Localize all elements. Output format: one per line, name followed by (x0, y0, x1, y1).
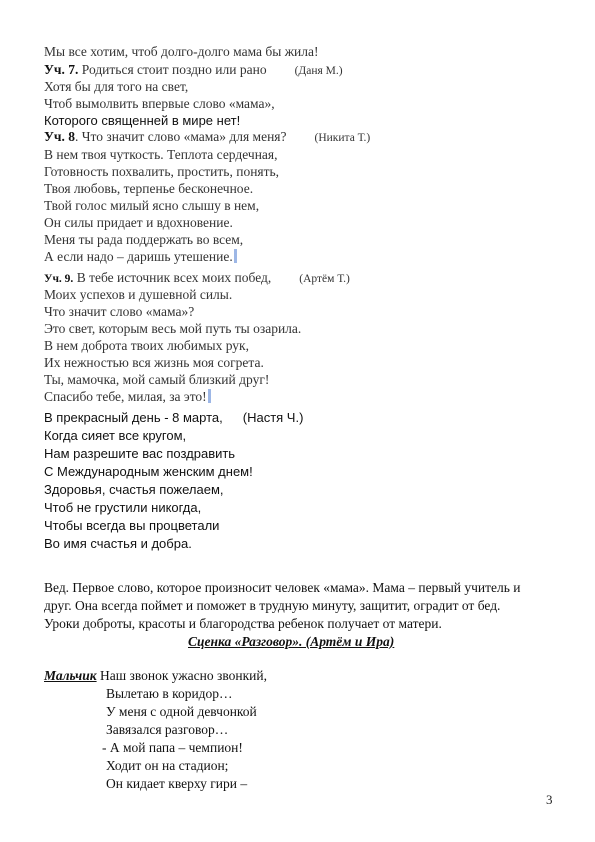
page-number: 3 (546, 792, 553, 807)
verse-line: Когда сияет все кругом, (44, 428, 187, 443)
scene-title: Сценка «Разговор». (Артём и Ира) (188, 634, 395, 649)
verse-line: Здоровья, счастья пожелаем, (44, 482, 224, 497)
presenter-line: Уроки доброты, красоты и благородства ребенок получает от матери. (44, 616, 442, 631)
verse-line: Готовность похвалить, простить, понять, (44, 164, 280, 179)
verse-line: Вылетаю в коридор… (106, 686, 233, 701)
verse-line: Чтоб не грустили никогда, (44, 500, 202, 515)
presenter-line: друг. Она всегда поймет и поможет в трудную минуту, защитит, оградит от бед. (44, 598, 501, 613)
verse-text: Спасибо тебе, милая, за это! (44, 389, 207, 404)
nastya-heading (44, 410, 303, 426)
text-line: Мы все хотим, чтоб долго-долго мама бы жила! (44, 44, 319, 59)
verse-line: В нем доброта твоих любимых рук, (44, 338, 249, 353)
verse-text: В тебе источник всех моих побед, (73, 270, 272, 285)
verse-line: Что значит слово «мама»? (44, 304, 195, 319)
text-cursor (208, 389, 211, 403)
author-label: (Артём Т.) (299, 273, 350, 285)
verse-line: Это свет, которым весь мой путь ты озарила. (44, 321, 302, 336)
verse-line: Ты, мамочка, мой самый близкий друг! (44, 372, 270, 387)
speaker-label: Уч. 9. (44, 273, 74, 285)
verse-line: Он силы придает и вдохновение. (44, 215, 233, 230)
uch8-heading (44, 129, 370, 146)
verse-text: Наш звонок ужасно звонкий, (96, 668, 267, 683)
uch7-heading (44, 62, 343, 79)
verse-line: Завязался разговор… (106, 722, 229, 737)
verse-line: В нем твоя чуткость. Теплота сердечная, (44, 147, 278, 162)
presenter-line: Вед. Первое слово, которое произносит человек «мама». Мама – первый учитель и (44, 580, 521, 595)
verse-line: Ходит он на стадион; (106, 758, 229, 773)
verse-text: . Что значит слово «мама» для меня? (75, 129, 287, 144)
verse-line: Чтоб вымолвить впервые слово «мама», (44, 96, 275, 111)
uch9-heading (44, 270, 350, 287)
author-label: (Настя Ч.) (242, 410, 304, 425)
verse-line-with-cursor (44, 389, 211, 405)
verse-line: Их нежностью вся жизнь моя согрета. (44, 355, 264, 370)
verse-line: Нам разрешите вас поздравить (44, 446, 236, 461)
verse-line: У меня с одной девчонкой (106, 704, 257, 719)
author-label: (Даня М.) (294, 65, 343, 77)
verse-line: Моих успехов и душевной силы. (44, 287, 233, 302)
verse-line: Меня ты рада поддержать во всем, (44, 232, 244, 247)
verse-line: Чтобы всегда вы процветали (44, 518, 220, 533)
verse-line: - А мой папа – чемпион! (102, 740, 243, 755)
verse-line: Которого священней в мире нет! (44, 113, 241, 128)
verse-line: Он кидает кверху гири – (106, 776, 248, 791)
speaker-label: Уч. 7. (44, 62, 79, 77)
boy-line-first (44, 668, 267, 684)
verse-line: Во имя счастья и добра. (44, 536, 192, 551)
verse-line: Хотя бы для того на свет, (44, 79, 189, 94)
speaker-label: Уч. 8 (44, 129, 76, 144)
verse-line-with-cursor (44, 249, 237, 265)
verse-line: Твоя любовь, терпенье бесконечное. (44, 181, 254, 196)
verse-line: Твой голос милый ясно слышу в нем, (44, 198, 260, 213)
text-cursor (234, 249, 237, 263)
verse-line: С Международным женским днем! (44, 464, 253, 479)
author-label: (Никита Т.) (314, 132, 371, 144)
speaker-label: Мальчик (44, 668, 97, 683)
verse-text: А если надо – даришь утешение. (44, 249, 233, 264)
verse-text: Родиться стоит поздно или рано (78, 62, 267, 77)
verse-text: В прекрасный день - 8 марта, (44, 410, 223, 425)
